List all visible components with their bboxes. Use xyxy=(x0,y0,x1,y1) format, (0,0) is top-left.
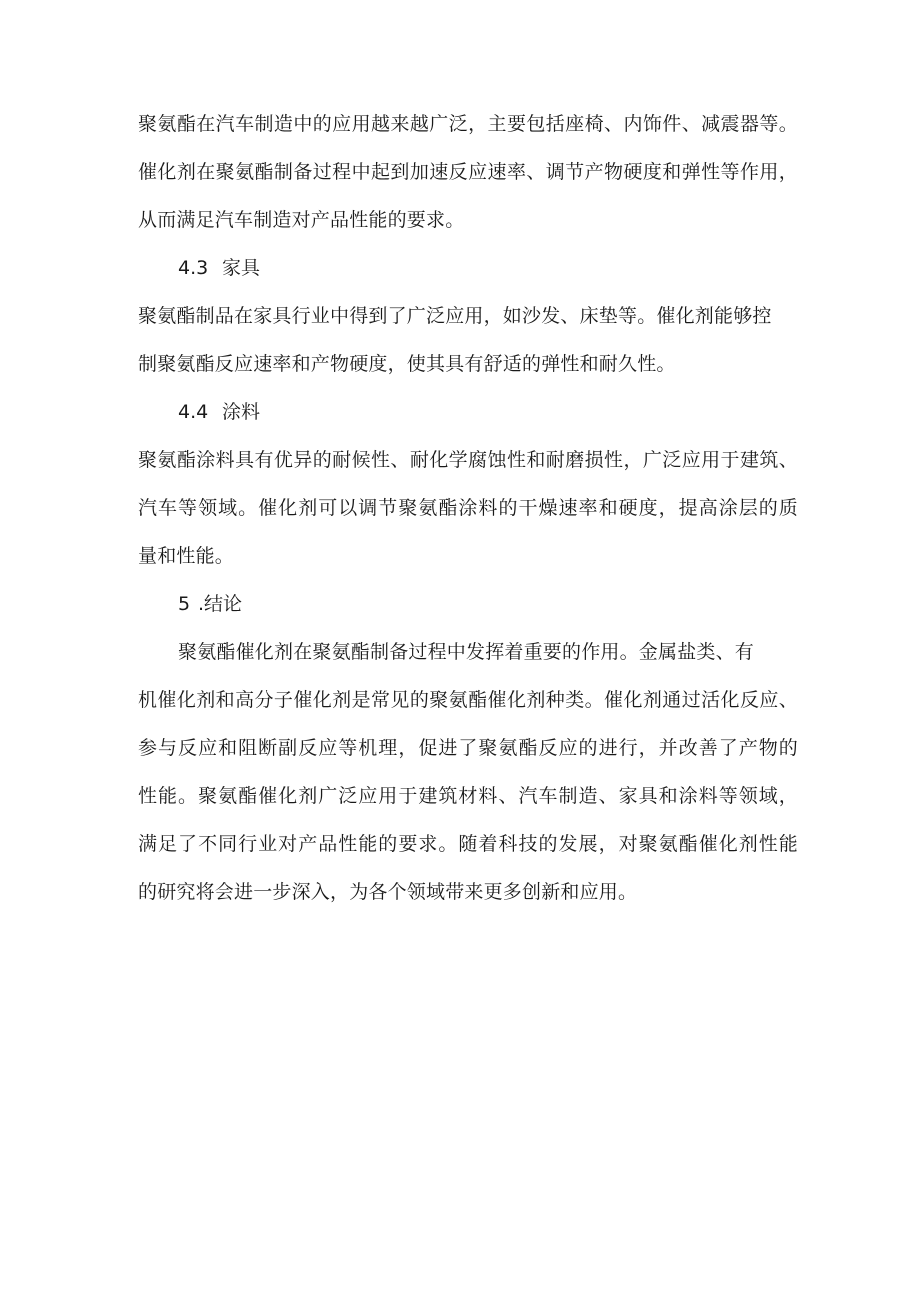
section-number: 5 xyxy=(178,593,191,615)
paragraph-furniture xyxy=(138,304,798,376)
section-heading-coatings xyxy=(138,400,798,424)
paragraph-coatings xyxy=(138,448,798,568)
text-line: 聚氨酯催化剂在聚氨酯制备过程中发挥着重要的作用。金属盐类、有 xyxy=(178,641,755,663)
paragraph-automotive xyxy=(138,112,798,232)
section-heading-furniture xyxy=(138,256,798,280)
section-title: 涂料 xyxy=(222,401,261,423)
text-line: 的研究将会进一步深入，为各个领域带来更多创新和应用。 xyxy=(138,881,638,903)
text-line: 催化剂在聚氨酯制备过程中起到加速反应速率、调节产物硬度和弹性等作用， xyxy=(138,161,798,183)
text-line: 聚氨酯制品在家具行业中得到了广泛应用，如沙发、床垫等。催化剂能够控 xyxy=(138,305,772,327)
paragraph-conclusion xyxy=(138,640,798,904)
text-line: 从而满足汽车制造对产品性能的要求。 xyxy=(138,209,465,231)
section-number: 4.3 xyxy=(178,257,209,279)
section-title: 家具 xyxy=(222,257,261,279)
document-body xyxy=(138,112,798,928)
text-line: 聚氨酯涂料具有优异的耐候性、耐化学腐蚀性和耐磨损性，广泛应用于建筑、 xyxy=(138,449,798,471)
section-title: .结论 xyxy=(198,593,243,615)
text-line: 性能。聚氨酯催化剂广泛应用于建筑材料、汽车制造、家具和涂料等领域， xyxy=(138,785,798,807)
text-line: 汽车等领域。催化剂可以调节聚氨酯涂料的干燥速率和硬度，提高涂层的质 xyxy=(138,497,798,519)
section-heading-conclusion xyxy=(138,592,798,616)
section-number: 4.4 xyxy=(178,401,209,423)
text-line: 量和性能。 xyxy=(138,545,235,567)
text-line: 聚氨酯在汽车制造中的应用越来越广泛，主要包括座椅、内饰件、减震器等。 xyxy=(138,113,798,135)
text-line: 制聚氨酯反应速率和产物硬度，使其具有舒适的弹性和耐久性。 xyxy=(138,353,676,375)
text-line: 参与反应和阻断副反应等机理，促进了聚氨酯反应的进行，并改善了产物的 xyxy=(138,737,798,759)
text-line: 机催化剂和高分子催化剂是常见的聚氨酯催化剂种类。催化剂通过活化反应、 xyxy=(138,689,798,711)
text-line: 满足了不同行业对产品性能的要求。随着科技的发展，对聚氨酯催化剂性能 xyxy=(138,833,798,855)
